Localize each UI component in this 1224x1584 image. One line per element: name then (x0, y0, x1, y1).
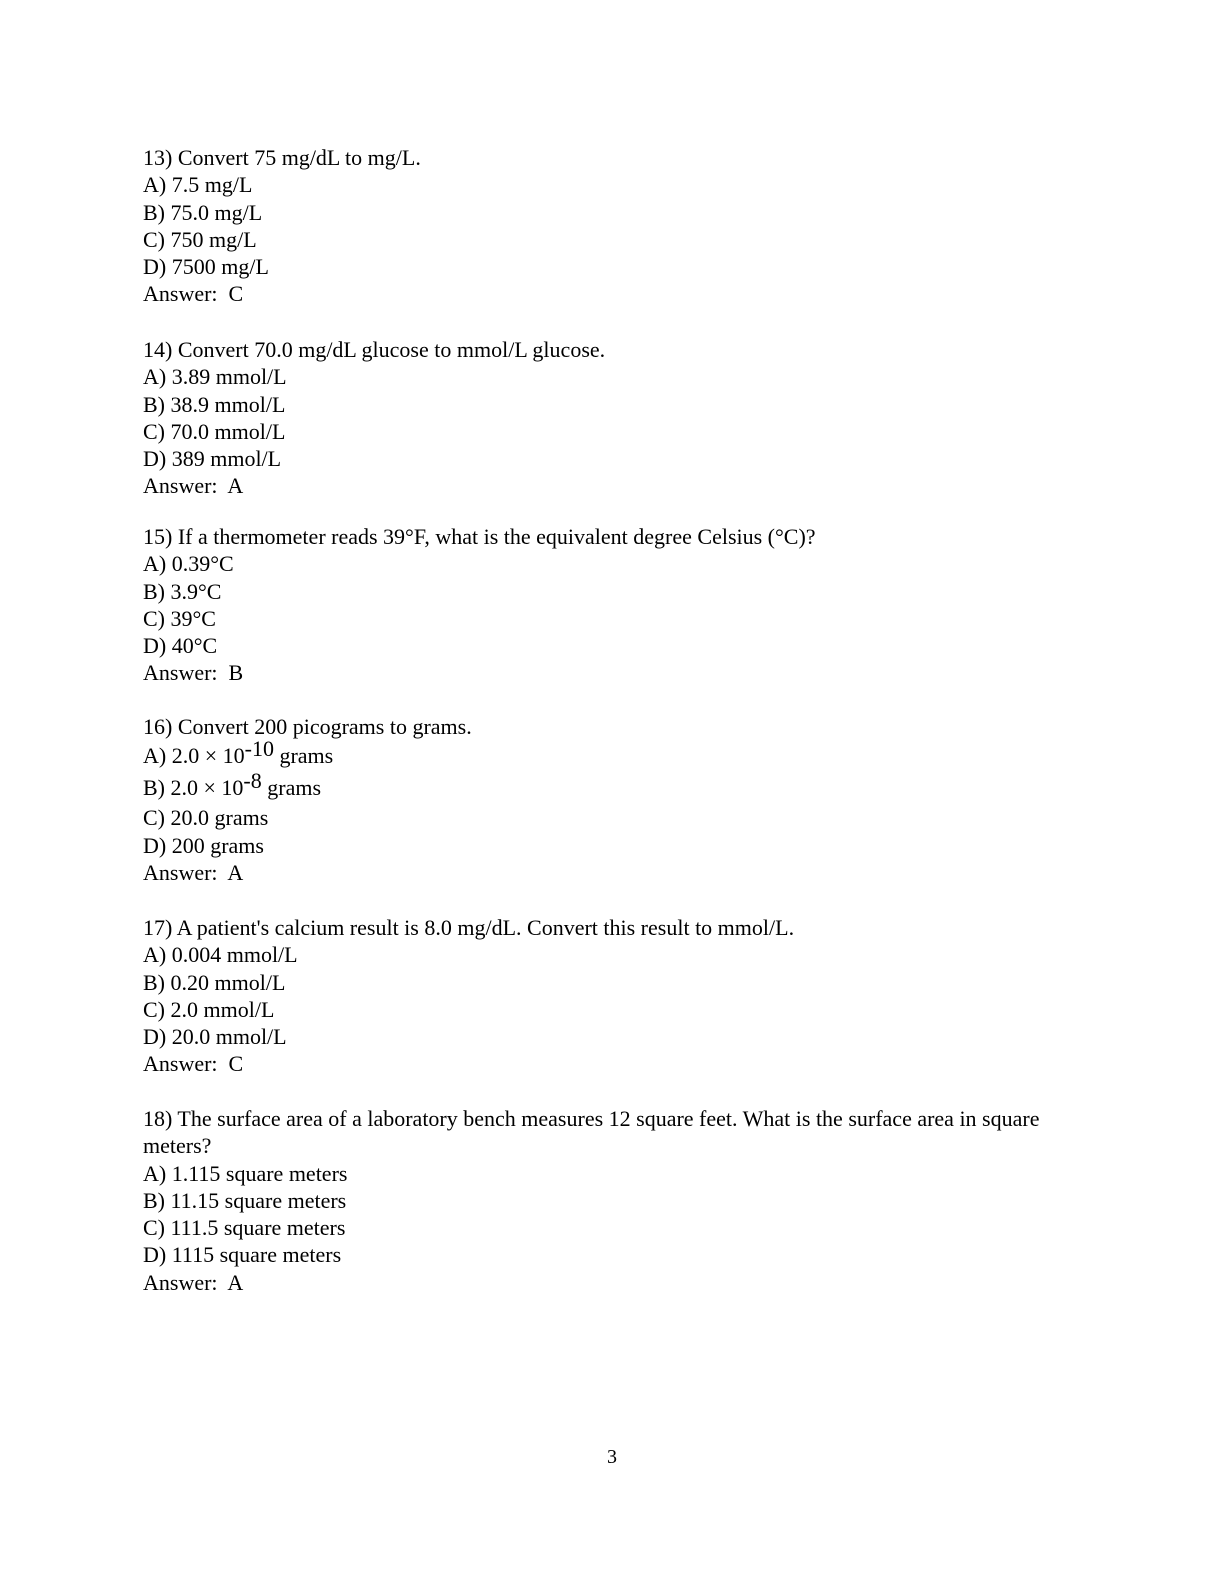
question-17-option-b: B) 0.20 mmol/L (143, 969, 286, 995)
question-15-option-c: C) 39°C (143, 605, 216, 631)
question-15-option-b: B) 3.9°C (143, 578, 222, 604)
question-16-option-b-unit: grams (261, 775, 322, 801)
question-18-option-b: B) 11.15 square meters (143, 1187, 347, 1213)
question-14-option-a: A) 3.89 mmol/L (143, 364, 287, 390)
question-13-option-b: B) 75.0 mg/L (143, 199, 263, 225)
question-18-option-a: A) 1.115 square meters (143, 1160, 348, 1186)
question-16-option-b-exponent: -8 (243, 768, 262, 794)
question-13 (143, 144, 1083, 308)
question-18-answer: Answer: A (143, 1269, 244, 1295)
question-17-text: 17) A patient's calcium result is 8.0 mg/dL. Convert this result to mmol/L. (143, 915, 795, 940)
question-14 (143, 336, 1083, 500)
question-16-option-b-base: B) 2.0 × 10 (143, 775, 244, 801)
question-13-option-d: D) 7500 mg/L (143, 254, 269, 280)
question-17-option-d: D) 20.0 mmol/L (143, 1024, 287, 1050)
question-16-option-d: D) 200 grams (143, 832, 264, 858)
question-13-answer: Answer: C (143, 281, 244, 307)
question-15-answer: Answer: B (143, 660, 244, 686)
question-16-option-a-unit: grams (273, 743, 334, 769)
question-14-text: 14) Convert 70.0 mg/dL glucose to mmol/L glucose. (143, 337, 606, 362)
question-16-option-c: C) 20.0 grams (143, 805, 269, 831)
question-14-option-d: D) 389 mmol/L (143, 446, 282, 472)
question-17-option-a: A) 0.004 mmol/L (143, 942, 298, 968)
question-16-option-b (143, 768, 1083, 804)
question-16 (143, 713, 1083, 886)
question-18-text: 18) The surface area of a laboratory bench measures 12 square feet. What is the surface area in square meters? (143, 1106, 1040, 1159)
question-18-option-c: C) 111.5 square meters (143, 1215, 346, 1241)
question-14-option-c: C) 70.0 mmol/L (143, 418, 286, 444)
question-16-option-a-base: A) 2.0 × 10 (143, 743, 245, 769)
question-13-option-a: A) 7.5 mg/L (143, 172, 253, 198)
page-number: 3 (607, 1446, 617, 1468)
question-17 (143, 914, 1083, 1078)
question-17-answer: Answer: C (143, 1051, 244, 1077)
question-14-answer: Answer: A (143, 473, 244, 499)
question-16-text: 16) Convert 200 picograms to grams. (143, 714, 472, 739)
question-18 (143, 1105, 1083, 1296)
question-15 (143, 523, 1083, 687)
question-13-option-c: C) 750 mg/L (143, 226, 257, 252)
question-15-option-a: A) 0.39°C (143, 551, 234, 577)
question-16-option-a-exponent: -10 (244, 736, 274, 762)
question-16-option-a (143, 736, 1083, 772)
question-13-text: 13) Convert 75 mg/dL to mg/L. (143, 145, 421, 170)
question-17-option-c: C) 2.0 mmol/L (143, 996, 275, 1022)
question-15-option-d: D) 40°C (143, 633, 218, 659)
question-18-option-d: D) 1115 square meters (143, 1242, 342, 1268)
question-15-text: 15) If a thermometer reads 39°F, what is the equivalent degree Celsius (°C)? (143, 524, 816, 549)
question-14-option-b: B) 38.9 mmol/L (143, 391, 286, 417)
question-16-answer: Answer: A (143, 859, 244, 885)
